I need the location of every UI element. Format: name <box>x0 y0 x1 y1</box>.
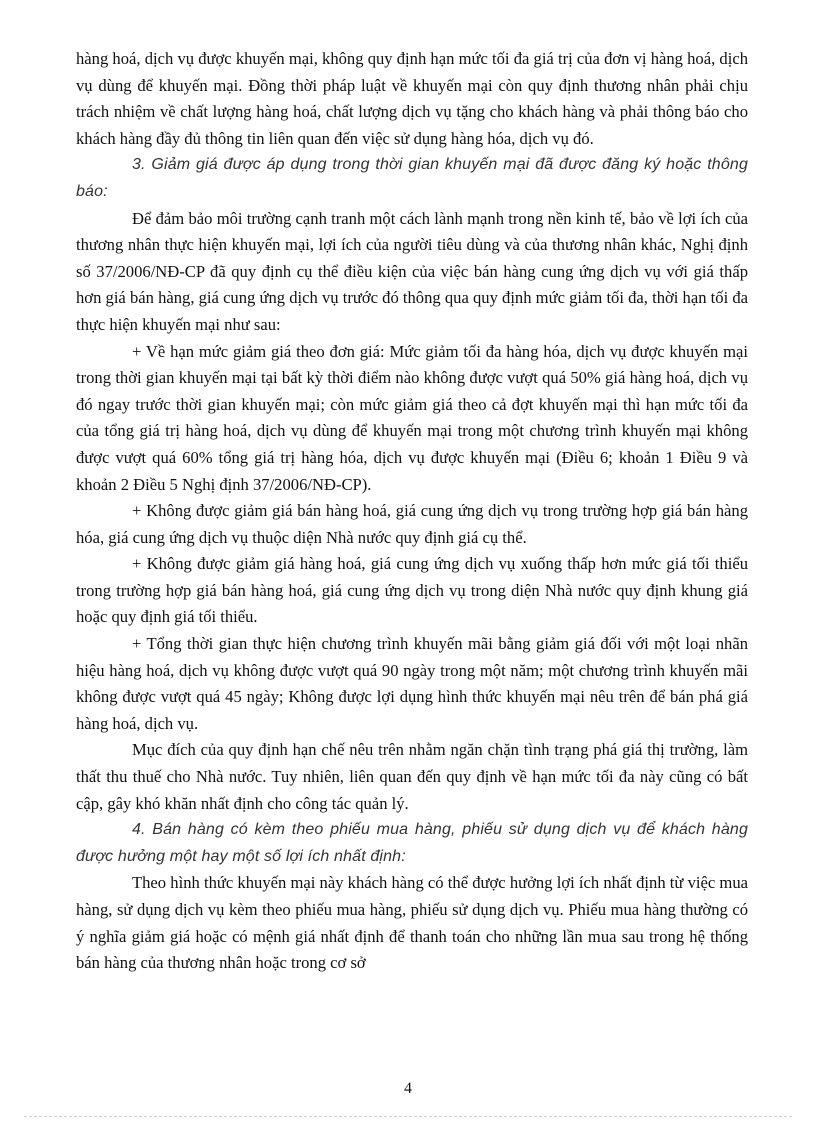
section-heading: 3. Giảm giá được áp dụng trong thời gian khuyến mại đã được đăng ký hoặc thông báo: <box>76 156 748 200</box>
paragraph: + Không được giảm giá hàng hoá, giá cung ứng dịch vụ xuống thấp hơn mức giá tối thiểu trong trường hợp giá bán hàng hoá, giá cung ứng dịch vụ trong diện Nhà nước quy định khung giá hoặc quy định giá tối thiểu. <box>76 554 748 627</box>
paragraph: + Tổng thời gian thực hiện chương trình khuyến mãi bằng giảm giá đối với một loại nhãn hiệu hàng hoá, dịch vụ không được vượt quá 90 ngày trong một năm; một chương trình khuyến mãi không được vượt quá 45 ngày; Không được lợi dụng hình thức khuyến mại nêu trên để bán phá giá hàng hoá, dịch vụ. <box>76 634 748 733</box>
section-heading: 4. Bán hàng có kèm theo phiếu mua hàng, phiếu sử dụng dịch vụ để khách hàng được hưởng một hay một số lợi ích nhất định: <box>76 821 748 865</box>
footer-divider <box>24 1116 792 1117</box>
paragraph: Để đảm bảo môi trường cạnh tranh một cách lành mạnh trong nền kinh tế, bảo về lợi ích của thương nhân thực hiện khuyến mại, lợi ích của người tiêu dùng và của thương nhân khác, Nghị định số 37/2006/NĐ-CP đã quy định cụ thể điều kiện của việc bán hàng cung ứng dịch vụ với giá thấp hơn giá bán hàng, giá cung ứng dịch vụ trước đó thông qua quy định mức giảm tối đa, thời hạn tối đa thực hiện khuyến mại như sau: <box>76 208 748 334</box>
paragraph: + Không được giảm giá bán hàng hoá, giá cung ứng dịch vụ trong trường hợp giá bán hàng hóa, giá cung ứng dịch vụ thuộc diện Nhà nước quy định giá cụ thể. <box>76 501 748 547</box>
paragraph: hàng hoá, dịch vụ được khuyến mại, không quy định hạn mức tối đa giá trị của đơn vị hàng hoá, dịch vụ dùng để khuyến mại. Đồng thời pháp luật về khuyến mại còn quy định thương nhân phải chịu trách nhiệm về chất lượng hàng hoá, chất lượng dịch vụ tặng cho khách hàng và phải thông báo cho khách hàng đầy đủ thông tin liên quan đến việc sử dụng hàng hóa, dịch vụ đó. <box>76 49 748 148</box>
paragraph: + Về hạn mức giảm giá theo đơn giá: Mức giảm tối đa hàng hóa, dịch vụ được khuyến mại trong thời gian khuyến mại tại bất kỳ thời điểm nào không được vượt quá 50% giá hàng hoá, dịch vụ đó ngay trước thời gian khuyến mại; còn mức giảm giá theo cả đợt khuyến mại thì hạn mức tối đa của tổng giá trị hàng hoá, dịch vụ dùng để khuyến mại trong một chương trình khuyến mại không được vượt quá 60% tổng giá trị hàng hóa, dịch vụ được khuyến mại (Điều 6; khoản 1 Điều 9 và khoản 2 Điều 5 Nghị định 37/2006/NĐ-CP). <box>76 341 748 494</box>
paragraph: Theo hình thức khuyến mại này khách hàng có thể được hưởng lợi ích nhất định từ việc mua hàng, sử dụng dịch vụ kèm theo phiếu mua hàng, phiếu sử dụng dịch vụ. Phiếu mua hàng thường có ý nghĩa giảm giá hoặc có mệnh giá nhất định để thanh toán cho những lần mua sau trong hệ thống bán hàng của thương nhân hoặc trong cơ sở <box>76 873 748 973</box>
page-number: 4 <box>404 1080 412 1097</box>
paragraph: Mục đích của quy định hạn chế nêu trên nhằm ngăn chặn tình trạng phá giá thị trường, làm thất thu thuế cho Nhà nước. Tuy nhiên, liên quan đến quy định về hạn mức tối đa này cũng có bất cập, gây khó khăn nhất định cho công tác quản lý. <box>76 740 748 813</box>
document-body <box>76 46 748 977</box>
